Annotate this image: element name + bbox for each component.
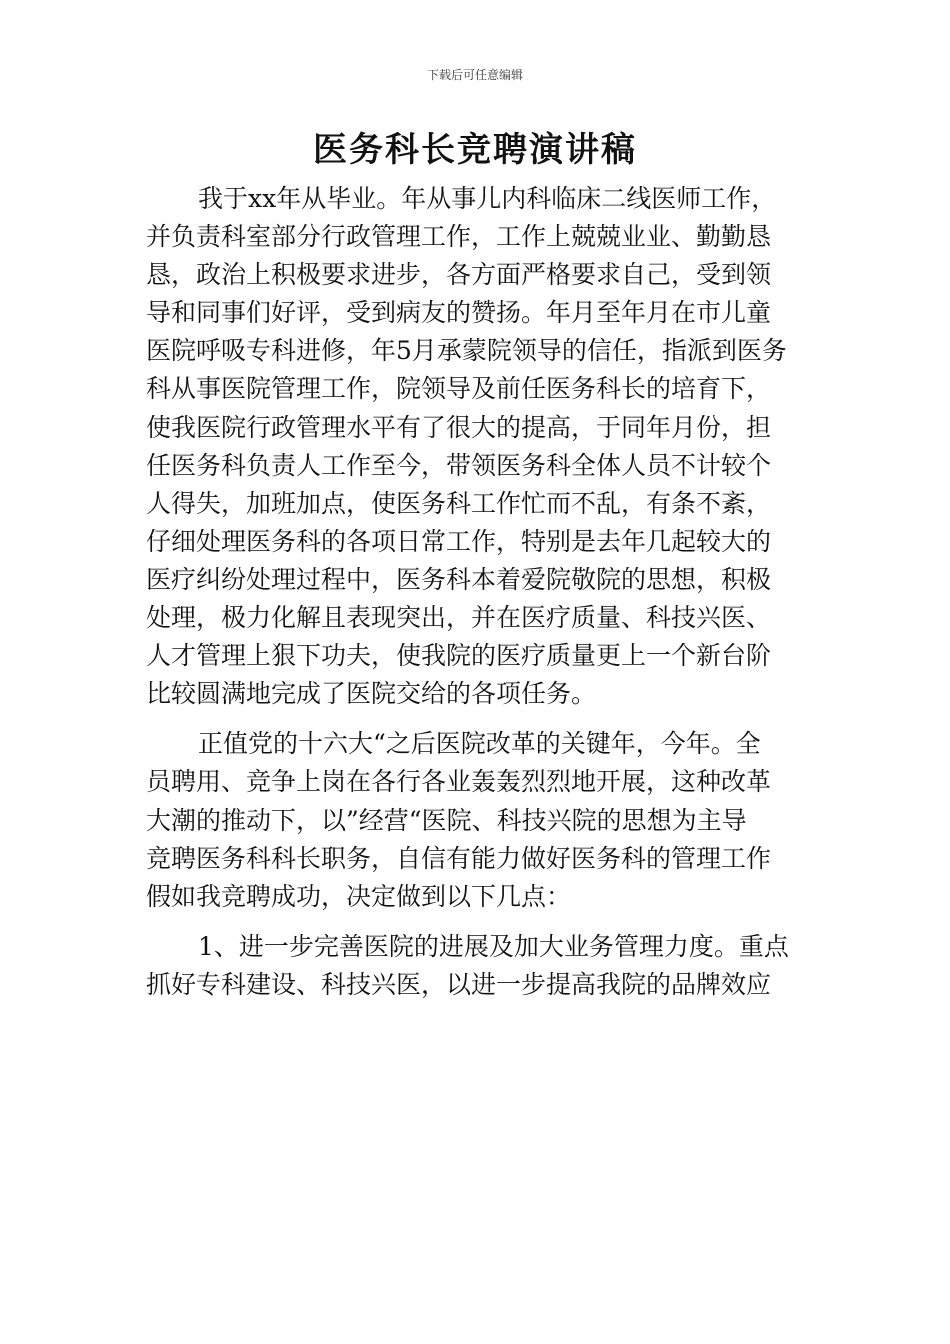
paragraph-line: 并负责科室部分行政管理工作，工作上兢兢业业、勤勤恳	[146, 222, 772, 252]
paragraph-line: 医院呼吸专科进修，年5月承蒙院领导的信任，指派到医务	[146, 336, 787, 366]
paragraph-line: 抓好专科建设、科技兴医，以进一步提高我院的品牌效应	[146, 969, 772, 999]
paragraph-line: 员聘用、竞争上岗在各行各业轰轰烈烈地开展，这种改革	[146, 767, 772, 797]
paragraph-line: 使我医院行政管理水平有了很大的提高，于同年月份，担	[146, 412, 772, 442]
paragraph-2	[146, 725, 810, 915]
paragraph-line: 大潮的推动下，以”经营“医院、科技兴院的思想为主导	[146, 805, 747, 835]
paragraph-gap	[146, 713, 810, 725]
paragraph-line: 处理，极力化解且表现突出，并在医疗质量、科技兴医、	[146, 603, 772, 633]
paragraph-line: 假如我竞聘成功，决定做到以下几点：	[146, 881, 572, 911]
paragraph-line: 医疗纠纷处理过程中，医务科本着爱院敬院的思想，积极	[146, 564, 772, 594]
paragraph-gap	[146, 916, 810, 928]
paragraph-1	[146, 180, 810, 713]
paragraph-line: 任医务科负责人工作至今，带领医务科全体人员不计较个	[146, 450, 772, 480]
paragraph-line: 竞聘医务科科长职务，自信有能力做好医务科的管理工作	[146, 843, 772, 873]
paragraph-line: 仔细处理医务科的各项日常工作，特别是去年几起较大的	[146, 526, 772, 556]
paragraph-line: 导和同事们好评，受到病友的赞扬。年月至年月在市儿童	[146, 298, 772, 328]
paragraph-line: 人得失，加班加点，使医务科工作忙而不乱，有条不紊，	[146, 488, 772, 518]
document-title: 医务科长竞聘演讲稿	[313, 130, 637, 170]
paragraph-line: 人才管理上狠下功夫，使我院的医疗质量更上一个新台阶	[146, 641, 772, 671]
paragraph-line: 正值党的十六大“之后医院改革的关键年，今年。全	[198, 729, 761, 759]
document-body	[146, 180, 810, 1004]
paragraph-3	[146, 928, 810, 1004]
header-note: 下载后可任意编辑	[426, 68, 523, 82]
paragraph-line: 我于xx年从毕业。年从事儿内科临床二线医师工作，	[198, 184, 777, 213]
paragraph-line: 1、进一步完善医院的进展及加大业务管理力度。重点	[198, 931, 789, 961]
paragraph-line: 科从事医院管理工作，院领导及前任医务科长的培育下，	[146, 374, 772, 404]
paragraph-line: 比较圆满地完成了医院交给的各项任务。	[146, 679, 597, 709]
paragraph-line: 恳，政治上积极要求进步，各方面严格要求自己，受到领	[146, 260, 772, 290]
